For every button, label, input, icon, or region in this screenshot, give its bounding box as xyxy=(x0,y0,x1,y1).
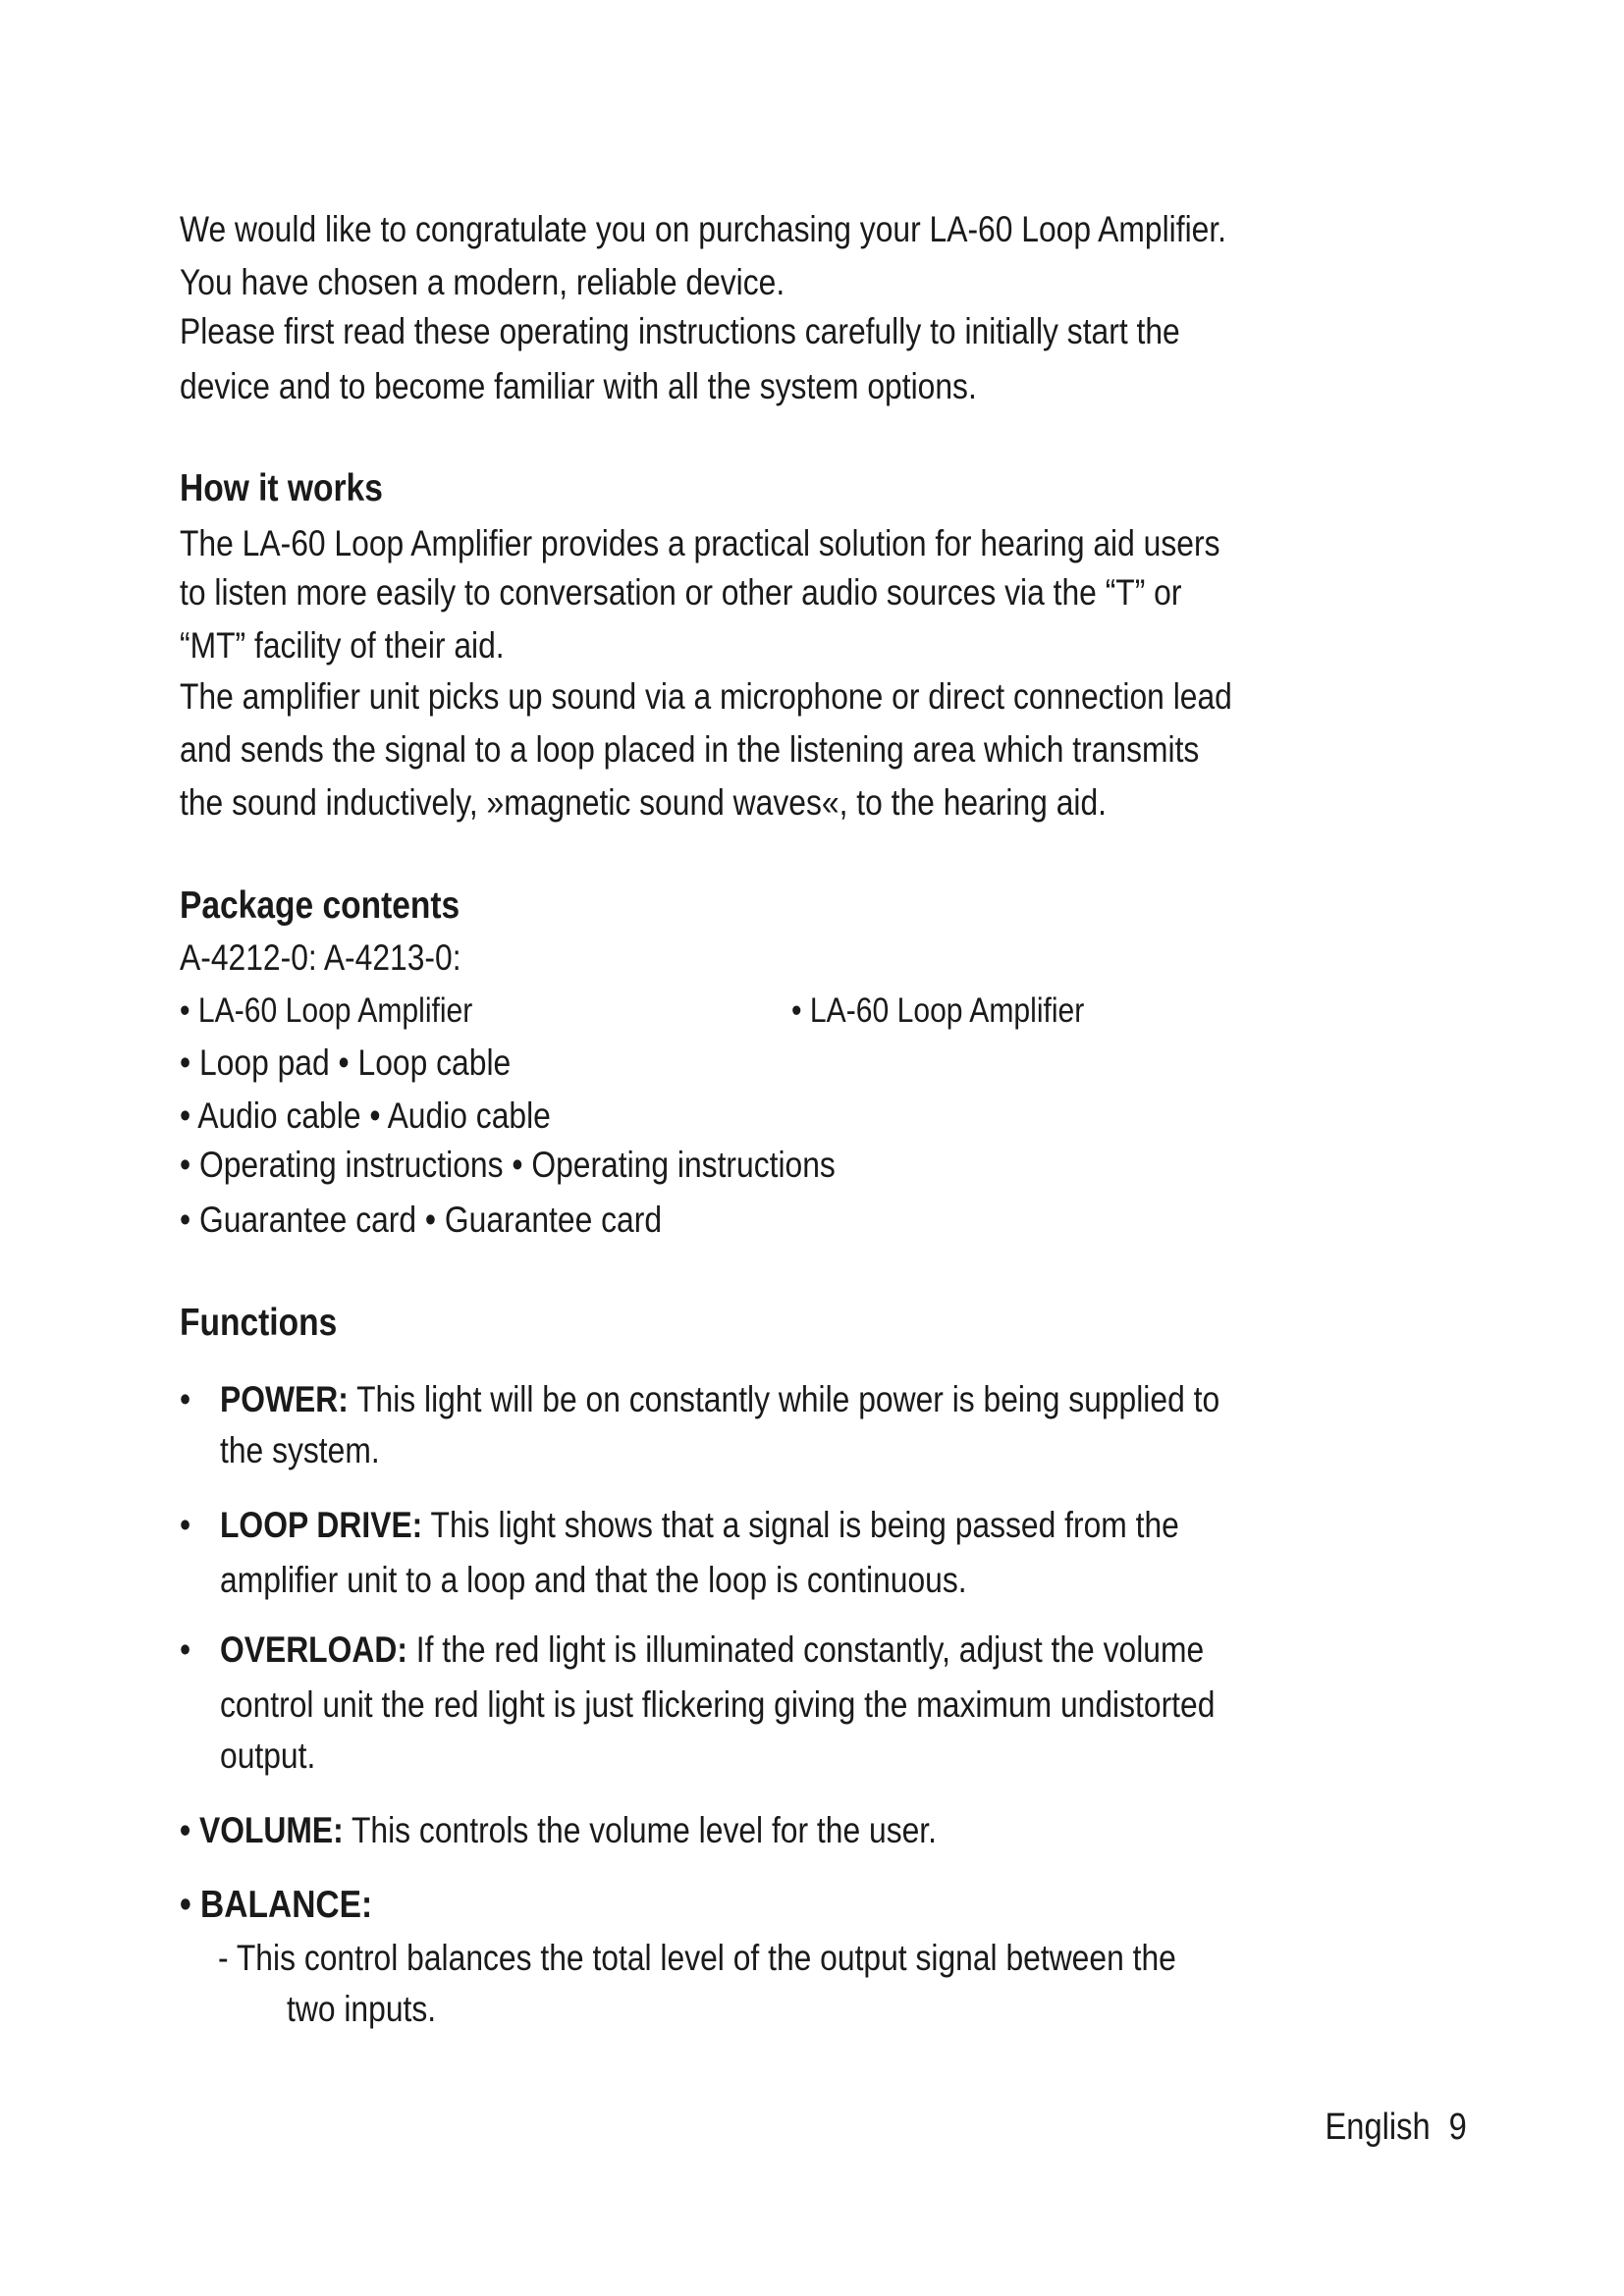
how-it-works-line-4: The amplifier unit picks up sound via a microphone or direct connection lead xyxy=(180,676,1232,717)
balance-text-1: - This control balances the total level of the output signal between the xyxy=(218,1938,1176,1978)
package-item-row-5: • Guarantee card • Guarantee card xyxy=(180,1200,663,1240)
overload-text-2: control unit the red light is just flickering giving the maximum undistorted xyxy=(220,1684,1216,1725)
volume-line xyxy=(180,1804,937,1857)
intro-line-1: We would like to congratulate you on purchasing your LA-60 Loop Amplifier. xyxy=(180,209,1227,249)
footer-language: English xyxy=(1325,2107,1431,2148)
intro-line-4: device and to become familiar with all the system options. xyxy=(180,366,977,406)
loop-drive-label: LOOP DRIVE: xyxy=(220,1505,423,1545)
power-text-1: This light will be on constantly while power is being supplied to xyxy=(348,1379,1220,1419)
balance-label: • BALANCE: xyxy=(180,1884,373,1926)
balance-text-2: two inputs. xyxy=(287,1989,437,2029)
how-it-works-line-5: and sends the signal to a loop placed in the listening area which transmits xyxy=(180,729,1200,770)
overload-text-3: output. xyxy=(220,1735,316,1776)
package-item-row-2: • Loop pad • Loop cable xyxy=(180,1042,512,1083)
package-item-amplifier-right: • LA-60 Loop Amplifier xyxy=(791,991,1085,1030)
how-it-works-line-6: the sound inductively, »magnetic sound waves«, to the hearing aid. xyxy=(180,782,1108,823)
overload-bullet: • xyxy=(180,1629,191,1670)
loop-drive-text-2: amplifier unit to a loop and that the loop is continuous. xyxy=(220,1560,967,1600)
power-label: POWER: xyxy=(220,1379,349,1419)
overload-label: OVERLOAD: xyxy=(220,1629,407,1670)
package-item-amplifier-left: • LA-60 Loop Amplifier xyxy=(180,991,473,1030)
functions-heading: Functions xyxy=(180,1302,338,1344)
intro-line-2: You have chosen a modern, reliable device. xyxy=(180,262,785,302)
how-it-works-heading: How it works xyxy=(180,467,383,509)
intro-line-3: Please first read these operating instructions carefully to initially start the xyxy=(180,311,1180,351)
overload-line-1 xyxy=(220,1624,1204,1677)
loop-drive-text-1: This light shows that a signal is being passed from the xyxy=(422,1505,1179,1545)
volume-text: This controls the volume level for the user. xyxy=(343,1810,938,1850)
page-footer xyxy=(1326,2103,1467,2152)
package-contents-heading: Package contents xyxy=(180,884,460,927)
package-item-row-4: • Operating instructions • Operating instructions xyxy=(180,1145,836,1185)
page-number: 9 xyxy=(1448,2107,1467,2148)
how-it-works-line-3: “MT” facility of their aid. xyxy=(180,625,505,666)
power-bullet: • xyxy=(180,1379,191,1419)
loop-drive-bullet: • xyxy=(180,1505,191,1545)
power-line-1 xyxy=(220,1373,1219,1426)
overload-text-1: If the red light is illuminated constantly, adjust the volume xyxy=(406,1629,1205,1670)
how-it-works-line-2: to listen more easily to conversation or other audio sources via the “T” or xyxy=(180,572,1182,613)
volume-label: • VOLUME: xyxy=(180,1810,344,1850)
package-models: A-4212-0: A-4213-0: xyxy=(180,937,461,978)
loop-drive-line-1 xyxy=(220,1499,1179,1552)
power-text-2: the system. xyxy=(220,1430,380,1470)
package-item-row-3: • Audio cable • Audio cable xyxy=(180,1095,551,1136)
how-it-works-line-1: The LA-60 Loop Amplifier provides a practical solution for hearing aid users xyxy=(180,523,1220,563)
